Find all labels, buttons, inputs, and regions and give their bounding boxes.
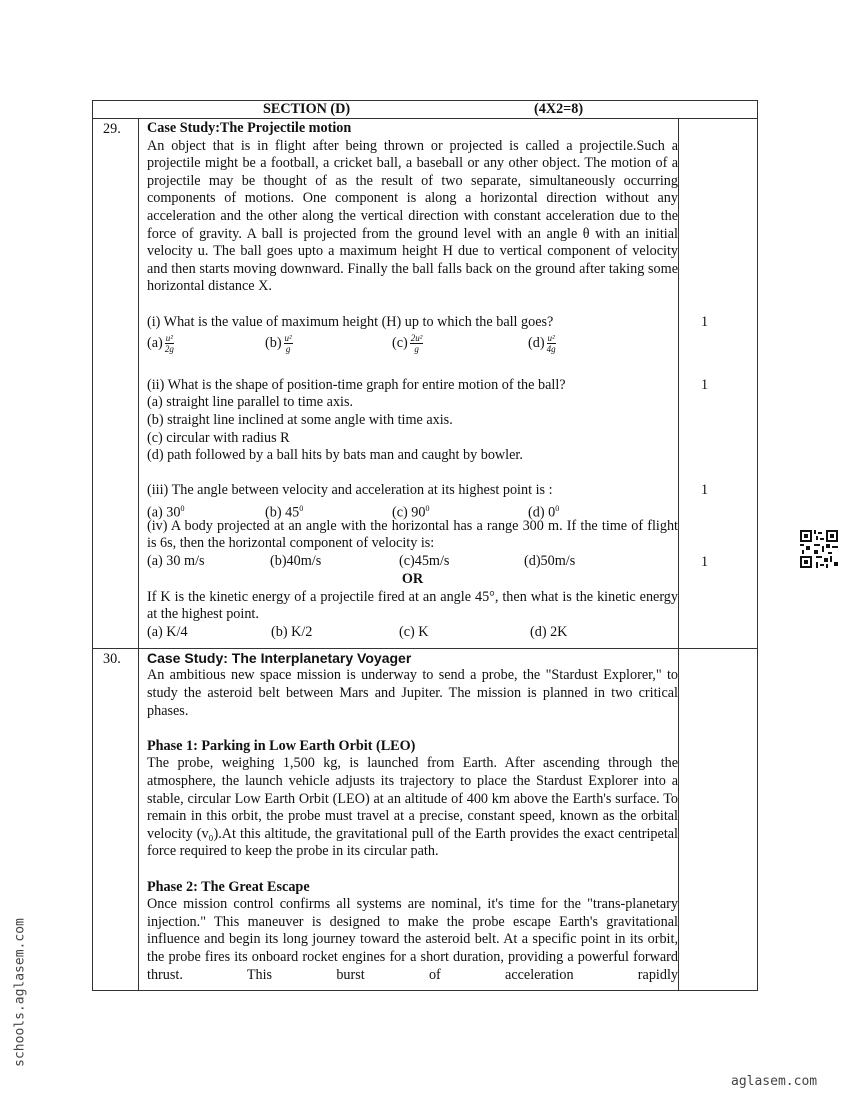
options xyxy=(147,553,678,571)
fraction xyxy=(547,333,556,354)
option-b: (b)40m/s xyxy=(270,553,322,570)
marks-iv: 1 xyxy=(701,553,709,570)
option-label: (d) 0 xyxy=(528,504,556,521)
option-a: (a) straight line parallel to time axis. xyxy=(147,394,354,411)
qr-code-icon xyxy=(800,530,838,568)
option-label: (a) xyxy=(147,334,163,351)
option-label: (d) xyxy=(528,334,545,351)
sub-question-iv xyxy=(147,517,709,571)
question-text: (ii) What is the shape of position-time graph for entire motion of the ball? xyxy=(147,376,566,393)
question-30-row xyxy=(93,648,757,990)
option-d: (d) 2K xyxy=(530,623,568,640)
phase1-title: Phase 1: Parking in Low Earth Orbit (LEO) xyxy=(147,737,416,754)
denominator: g xyxy=(285,344,291,355)
marks-i: 1 xyxy=(701,313,709,330)
option-label: (b) xyxy=(265,334,282,351)
question-number: 29. xyxy=(93,119,139,648)
degree: 0 xyxy=(299,503,304,513)
fraction xyxy=(284,333,293,354)
alternate-question xyxy=(147,589,678,642)
question-29-row xyxy=(93,119,757,648)
case-study-title: Case Study:The Projectile motion xyxy=(147,120,352,136)
option-a: (a) K/4 xyxy=(147,623,188,640)
degree: 0 xyxy=(180,503,185,513)
option-b xyxy=(265,333,293,354)
degree: 0 xyxy=(425,503,430,513)
phase2-text: Once mission control confirms all systems are nominal, it's time for the "trans-planetary injection." This maneuver is designed to make the probe escape Earth's gravitational influence and begin its long journey toward the asteroid belt. At a specific point in its orbit, the probe fires its onboard rocket engines for a short duration, providing a powerful forward thrust. This burst of acceleration rapidly xyxy=(147,896,678,983)
option-a: (a) 30 m/s xyxy=(147,553,205,570)
case-study-title: Case Study: The Interplanetary Voyager xyxy=(147,649,412,666)
options xyxy=(147,333,678,359)
or-label: OR xyxy=(401,571,424,588)
question-text: (i) What is the value of maximum height (H) up to which the ball goes? xyxy=(147,313,554,330)
denominator: 4g xyxy=(546,344,556,355)
question-30 xyxy=(139,649,679,990)
question-29 xyxy=(139,119,709,648)
question-number: 30. xyxy=(93,649,139,990)
marks-iii: 1 xyxy=(701,482,709,499)
sub-question-iii xyxy=(147,482,709,521)
marks-column xyxy=(686,649,757,990)
question-text: (iv) A body projected at an angle with the horizontal has a range 300 m. If the time of flight is 6s, then the horizontal component of velocity is: xyxy=(147,517,678,552)
option-label: (c) xyxy=(392,334,408,351)
section-title: SECTION (D) xyxy=(263,101,351,117)
numerator: u² xyxy=(165,333,173,344)
marks-ii: 1 xyxy=(701,376,709,393)
option-label: (b) 45 xyxy=(265,504,300,521)
footer-watermark: aglasem.com xyxy=(731,1074,818,1089)
section-header xyxy=(93,101,757,119)
fraction xyxy=(410,333,424,354)
fraction xyxy=(165,333,174,354)
option-d: (d)50m/s xyxy=(524,553,576,570)
option-c xyxy=(392,333,423,354)
numerator: 2u² xyxy=(410,333,423,344)
option-c: (c) circular with radius R xyxy=(147,429,290,446)
option-b: (b) straight line inclined at some angle with time axis. xyxy=(147,411,453,428)
option-d xyxy=(528,333,556,354)
option-d: (d) path followed by a ball hits by bats man and caught by bowler. xyxy=(147,447,523,464)
question-table xyxy=(92,100,758,991)
denominator: g xyxy=(414,344,419,355)
degree: 0 xyxy=(555,503,560,513)
phase2-title: Phase 2: The Great Escape xyxy=(147,878,310,895)
alternate-question-text: If K is the kinetic energy of a projectile fired at an angle 45°, then what is the kinetic energy at the highest point. xyxy=(147,588,678,623)
option-c: (c) K xyxy=(399,623,429,640)
options xyxy=(147,624,678,642)
passage: An object that is in flight after being thrown or projected is called a projectile.Such a projectile might be a football, a cricket ball, a baseball or any other object. The motion of a projectile may be thought of as the result of two separate, simultaneously occurring components of motions. One component is along a horizontal direction without any acceleration and the other along the vertical direction with constant acceleration due to the force of gravity. A ball is projected from the ground level with an angle θ with an initial velocity u. The ball goes upto a maximum height H due to vertical component of velocity and then starts moving downward. Finally the ball falls back on the ground after taking some horizontal distance X. xyxy=(147,137,678,295)
side-watermark: schools.aglasem.com xyxy=(12,918,28,1067)
sub-question-ii xyxy=(147,376,709,465)
question-text: (iii) The angle between velocity and acceleration at its highest point is : xyxy=(147,482,553,499)
options xyxy=(147,500,678,521)
numerator: u² xyxy=(547,333,555,344)
option-label: (c) 90 xyxy=(392,504,426,521)
denominator: 2g xyxy=(164,344,174,355)
marks-column xyxy=(686,119,757,648)
numerator: u² xyxy=(284,333,292,344)
option-label: (a) 30 xyxy=(147,504,181,521)
option-c: (c)45m/s xyxy=(399,553,450,570)
intro: An ambitious new space mission is underway to send a probe, the "Stardust Explorer," to study the asteroid belt between Mars and Jupiter. The mission is planned in two critical phases. xyxy=(147,667,678,719)
option-b: (b) K/2 xyxy=(271,623,313,640)
section-marks: (4X2=8) xyxy=(534,101,584,117)
sub-question-i xyxy=(147,313,709,360)
option-a xyxy=(147,333,174,354)
phase1-text: The probe, weighing 1,500 kg, is launched from Earth. After ascending through the atmosphere, the launch vehicle adjusts its trajectory to place the Stardust Explorer into a stable, circular Low Earth Orbit (LEO) at an altitude of 400 km above the Earth's surface. To remain in this orbit, the probe must travel at a precise, constant speed, known as the orbital velocity (v₀).At this altitude, the gravitational pull of the Earth provides the exact centripetal force required to keep the probe in its circular path. xyxy=(147,755,678,860)
